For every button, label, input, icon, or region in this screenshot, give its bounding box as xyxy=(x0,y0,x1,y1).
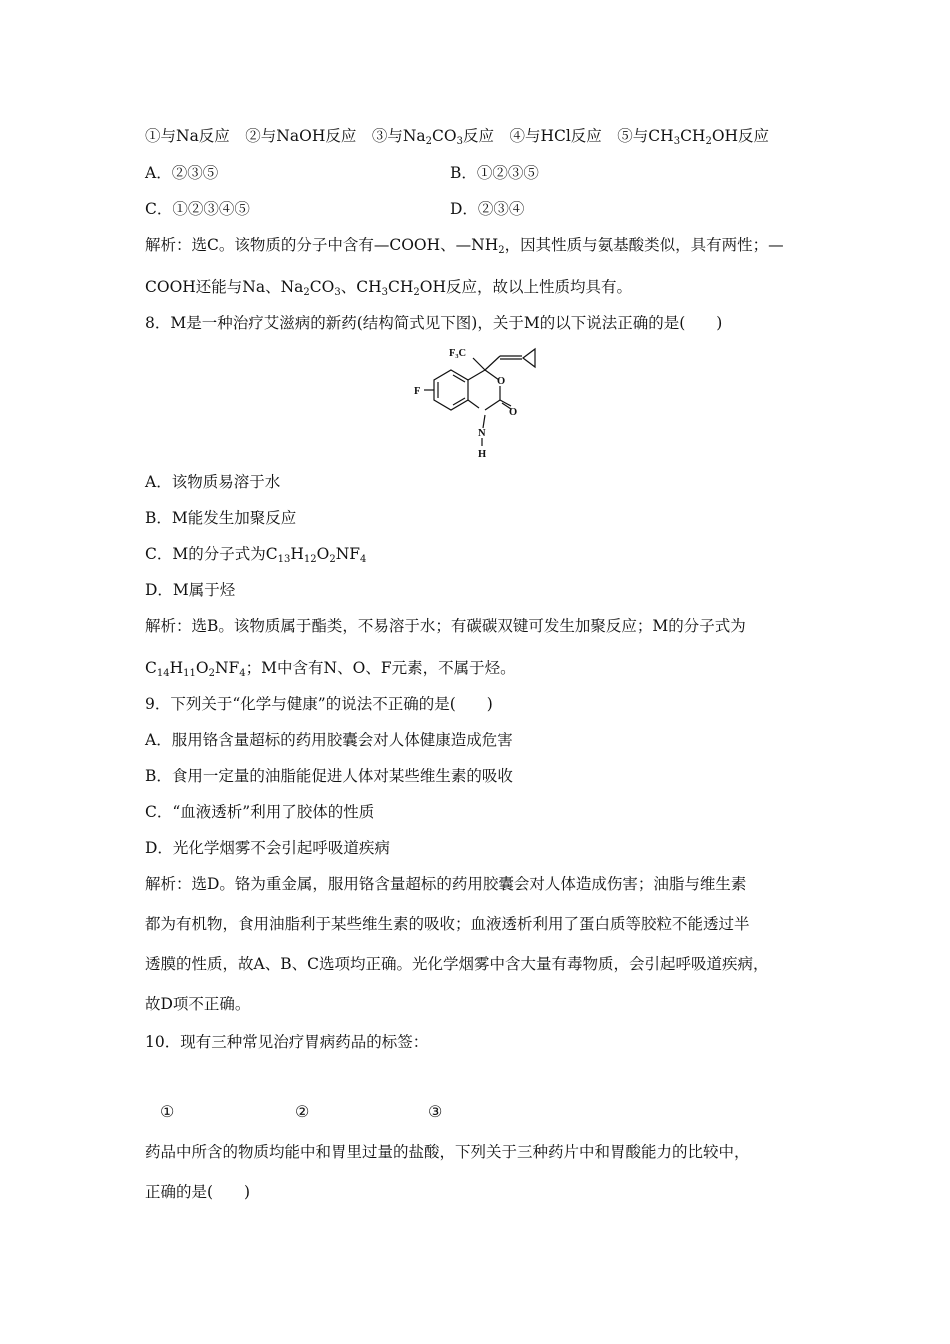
q9-stem: 9．下列关于“化学与健康”的说法不正确的是( ) xyxy=(145,695,493,713)
q10-label-2: ② xyxy=(295,1102,310,1121)
carbonyl-oxygen-label: O xyxy=(509,407,518,418)
q8-choice-d: D．M属于烃 xyxy=(145,581,236,599)
q9-choice-d: D．光化学烟雾不会引起呼吸道疾病 xyxy=(145,839,390,857)
q7-analysis-line2: COOH还能与Na、$Na_2CO_3$、$CH_3CH_2OH$反应，故以上性质均具有。 xyxy=(145,278,632,298)
q10-text-line2: 正确的是( ) xyxy=(145,1183,251,1201)
hydrogen-label: H xyxy=(478,449,487,460)
q7-choice-a: A．②③⑤ xyxy=(145,164,219,182)
q7-analysis-line1: 解析：选C。该物质的分子中含有—COOH、$—NH_2$，因其性质与氨基酸类似，具有两性；— xyxy=(145,236,784,256)
q7-choice-c: C．①②③④⑤ xyxy=(145,200,250,218)
q8-choice-a: A．该物质易溶于水 xyxy=(145,473,281,491)
q10-label-3: ③ xyxy=(428,1102,443,1121)
q9-choice-b: B．食用一定量的油脂能促进人体对某些维生素的吸收 xyxy=(145,767,513,785)
q9-analysis-line3: 透膜的性质，故A、B、C选项均正确。光化学烟雾中含大量有毒物质，会引起呼吸道疾病， xyxy=(145,955,769,973)
q10-text-line1: 药品中所含的物质均能中和胃里过量的盐酸，下列关于三种药片中和胃酸能力的比较中， xyxy=(145,1143,750,1161)
ring-oxygen-label: O xyxy=(497,376,506,387)
q8-stem: 8．M是一种治疗艾滋病的新药(结构简式见下图)，关于M的以下说法正确的是( ) xyxy=(145,314,723,332)
q9-analysis-line2: 都为有机物，食用油脂利于某些维生素的吸收；血液透析利用了蛋白质等胶粒不能透过半 xyxy=(145,915,750,933)
q10-label-1: ① xyxy=(160,1102,175,1121)
q9-choice-a: A．服用铬含量超标的药用胶囊会对人体健康造成危害 xyxy=(145,731,513,749)
q8-analysis-line1: 解析：选B。该物质属于酯类，不易溶于水；有碳碳双键可发生加聚反应；M的分子式为 xyxy=(145,617,746,635)
cf3-label: F₃C xyxy=(449,348,467,359)
q7-choice-d: D．②③④ xyxy=(450,200,525,218)
q10-stem: 10．现有三种常见治疗胃病药品的标签： xyxy=(145,1033,429,1051)
q8-choice-b: B．M能发生加聚反应 xyxy=(145,509,297,527)
q7-options-line: ①与Na反应 ②与NaOH反应 ③与$Na_2CO_3$反应 ④与HCl反应 ⑤与$CH_3CH_2OH$反应 xyxy=(145,127,770,147)
q9-analysis-line1: 解析：选D。铬为重金属，服用铬含量超标的药用胶囊会对人体造成伤害；油脂与维生素 xyxy=(145,875,747,893)
fluorine-label: F xyxy=(414,386,421,397)
q8-analysis-line2: $C_{14}H_{11}O_2NF_4$；M中含有N、O、F元素，不属于烃。 xyxy=(145,659,516,679)
q8-choice-c: C．M的分子式为$C_{13}H_{12}O_2NF_4$ xyxy=(145,545,367,565)
nitrogen-label: N xyxy=(478,428,486,439)
q9-choice-c: C．“血液透析”利用了胶体的性质 xyxy=(145,803,375,821)
q9-analysis-line4: 故D项不正确。 xyxy=(145,995,251,1013)
q7-choice-b: B．①②③⑤ xyxy=(450,164,539,182)
molecule-structure xyxy=(405,340,565,465)
